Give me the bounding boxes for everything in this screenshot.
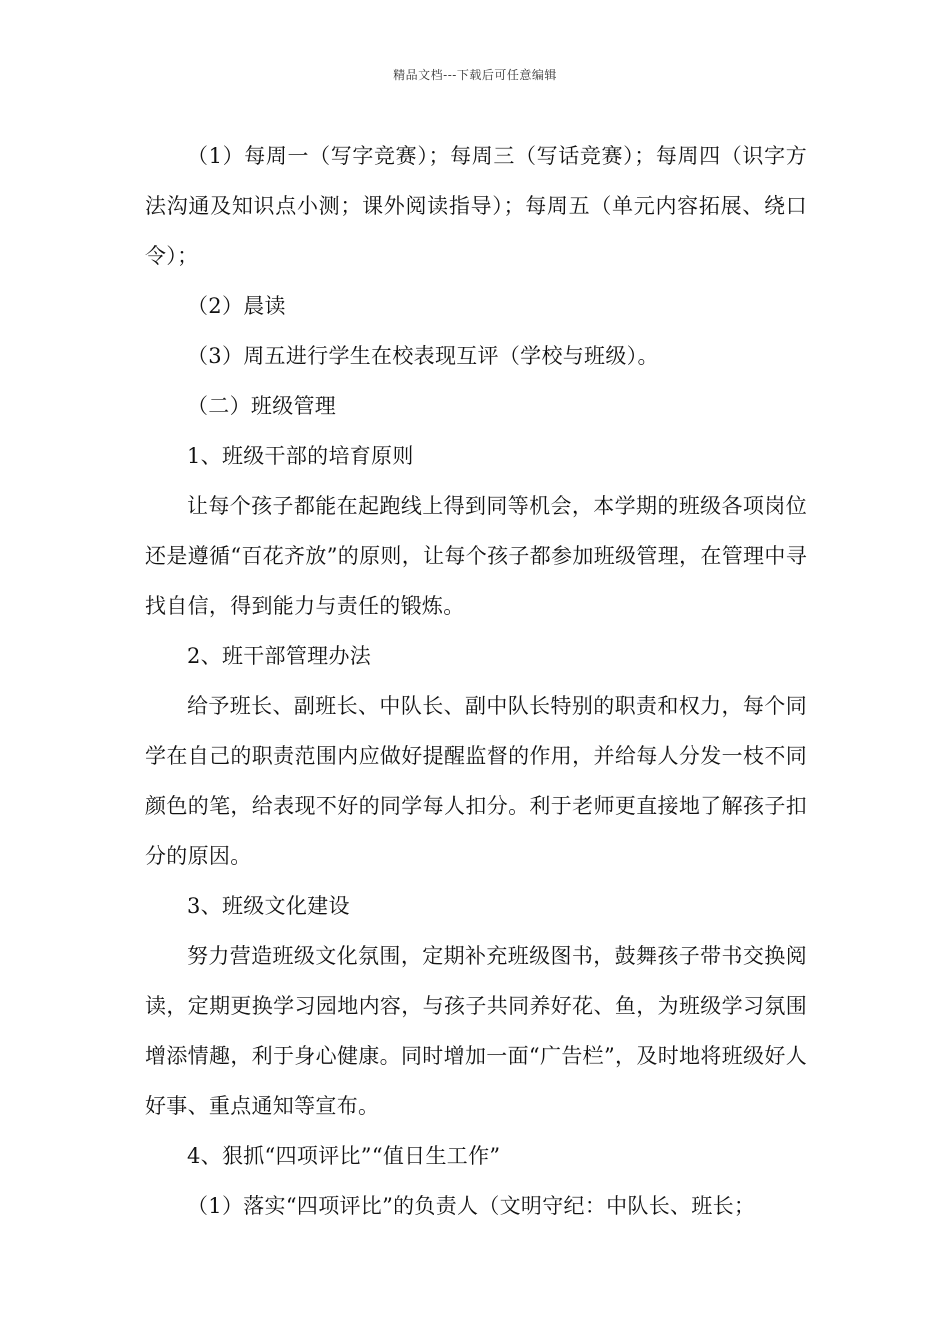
paragraph-class-culture: 努力营造班级文化氛围，定期补充班级图书，鼓舞孩子带书交换阅读，定期更换学习园地内容，与孩子共同养好花、鱼，为班级学习氛围增添情趣，利于身心健康。同时增加一面“广告栏”，及时地将班级好人好事、重点通知等宣布。	[145, 944, 807, 1118]
paragraph-morning-reading: （2）晨读	[187, 294, 286, 318]
paragraph-weekly-schedule: （1）每周一（写字竞赛）；每周三（写话竞赛）；每周四（识字方法沟通及知识点小测；课外阅读指导）；每周五（单元内容拓展、绕口令）；	[145, 144, 807, 268]
paragraph-cadre-methods: 给予班长、副班长、中队长、副中队长特别的职责和权力，每个同学在自己的职责范围内应做好提醒监督的作用，并给每人分发一枝不同颜色的笔，给表现不好的同学每人扣分。利于老师更直接地了解孩子扣分的原因。	[145, 694, 807, 868]
document-body	[145, 131, 807, 1231]
paragraph-four-evaluations-leaders: （1）落实“四项评比”的负责人（文明守纪：中队长、班长；	[187, 1194, 756, 1218]
page-header: 精品文档---下载后可任意编辑	[393, 68, 557, 82]
subheading-class-culture: 3、班级文化建设	[187, 894, 350, 918]
subheading-cadre-methods: 2、班干部管理办法	[187, 644, 372, 668]
paragraph-friday-evaluation: （3）周五进行学生在校表现互评（学校与班级）。	[187, 344, 659, 368]
subheading-four-evaluations: 4、狠抓“四项评比”“值日生工作”	[187, 1144, 501, 1168]
subheading-cadre-principles: 1、班级干部的培育原则	[187, 444, 414, 468]
section-heading-class-management: （二）班级管理	[187, 394, 337, 418]
paragraph-cadre-principles: 让每个孩子都能在起跑线上得到同等机会，本学期的班级各项岗位还是遵循“百花齐放”的原则，让每个孩子都参加班级管理，在管理中寻找自信，得到能力与责任的锻炼。	[145, 494, 807, 618]
